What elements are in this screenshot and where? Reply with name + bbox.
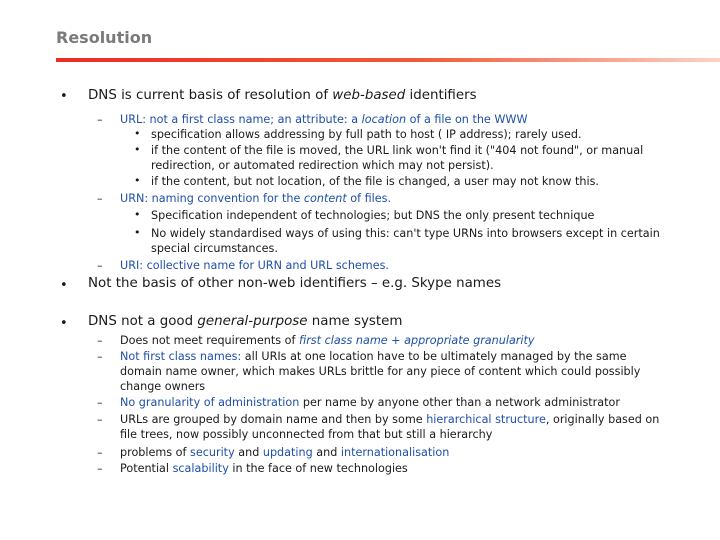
dash-icon: – [97,462,103,475]
dash-icon: – [97,413,103,426]
dns-subbullet: No granularity of administration per name by anyone other than a network administrator [120,396,620,409]
url-subbullet: URL: not a first class name; an attribute: a location of a file on the WWW [120,113,528,126]
slide-title: Resolution [56,28,153,47]
dns-subbullet: Potential scalability in the face of new technologies [120,462,408,475]
title-underline [56,58,720,62]
bullet-icon: • [60,278,68,293]
dash-icon: – [97,259,103,272]
dash-icon: – [97,334,103,347]
bullet-icon: • [134,174,141,187]
bullet-icon: • [134,208,141,221]
bullet-3-text: DNS not a good general-purpose name system [88,314,403,329]
dns-subbullet: URLs are grouped by domain name and then by some hierarchical structure, originally based on file trees, now possibly unconnected from that but still a hierarchy [120,413,660,442]
bullet-2-text: Not the basis of other non-web identifiers – e.g. Skype names [88,276,502,291]
dns-subbullet: Does not meet requirements of first class name + appropriate granularity [120,334,535,347]
dash-icon: – [97,350,103,363]
urn-item: No widely standardised ways of using this: can't type URNs into browsers except in certain special circumstances. [151,227,660,256]
urn-item: Specification independent of technologies; but DNS the only present technique [151,209,595,222]
url-item: if the content of the file is moved, the URL link won't find it ("404 not found", or manual redirection, or automated redirection which may not persist). [151,144,644,173]
bullet-icon: • [134,143,141,156]
dash-icon: – [97,113,103,126]
dns-subbullet: problems of security and updating and internationalisation [120,446,450,459]
dash-icon: – [97,192,103,205]
dash-icon: – [97,446,103,459]
url-item: if the content, but not location, of the file is changed, a user may not know this. [151,175,599,188]
bullet-1-text: DNS is current basis of resolution of web-based identifiers [88,88,477,103]
urn-subbullet: URN: naming convention for the content of files. [120,192,392,205]
bullet-icon: • [134,127,141,140]
url-item: specification allows addressing by full path to host ( IP address); rarely used. [151,128,582,141]
bullet-icon: • [60,89,68,104]
bullet-icon: • [134,226,141,239]
dns-subbullet: Not first class names: all URIs at one location have to be ultimately managed by the same domain name owner, which makes URLs brittle for any piece of content which could possibly change owners [120,350,641,394]
bullet-icon: • [60,316,68,331]
dash-icon: – [97,396,103,409]
uri-subbullet: URI: collective name for URN and URL schemes. [120,259,389,272]
